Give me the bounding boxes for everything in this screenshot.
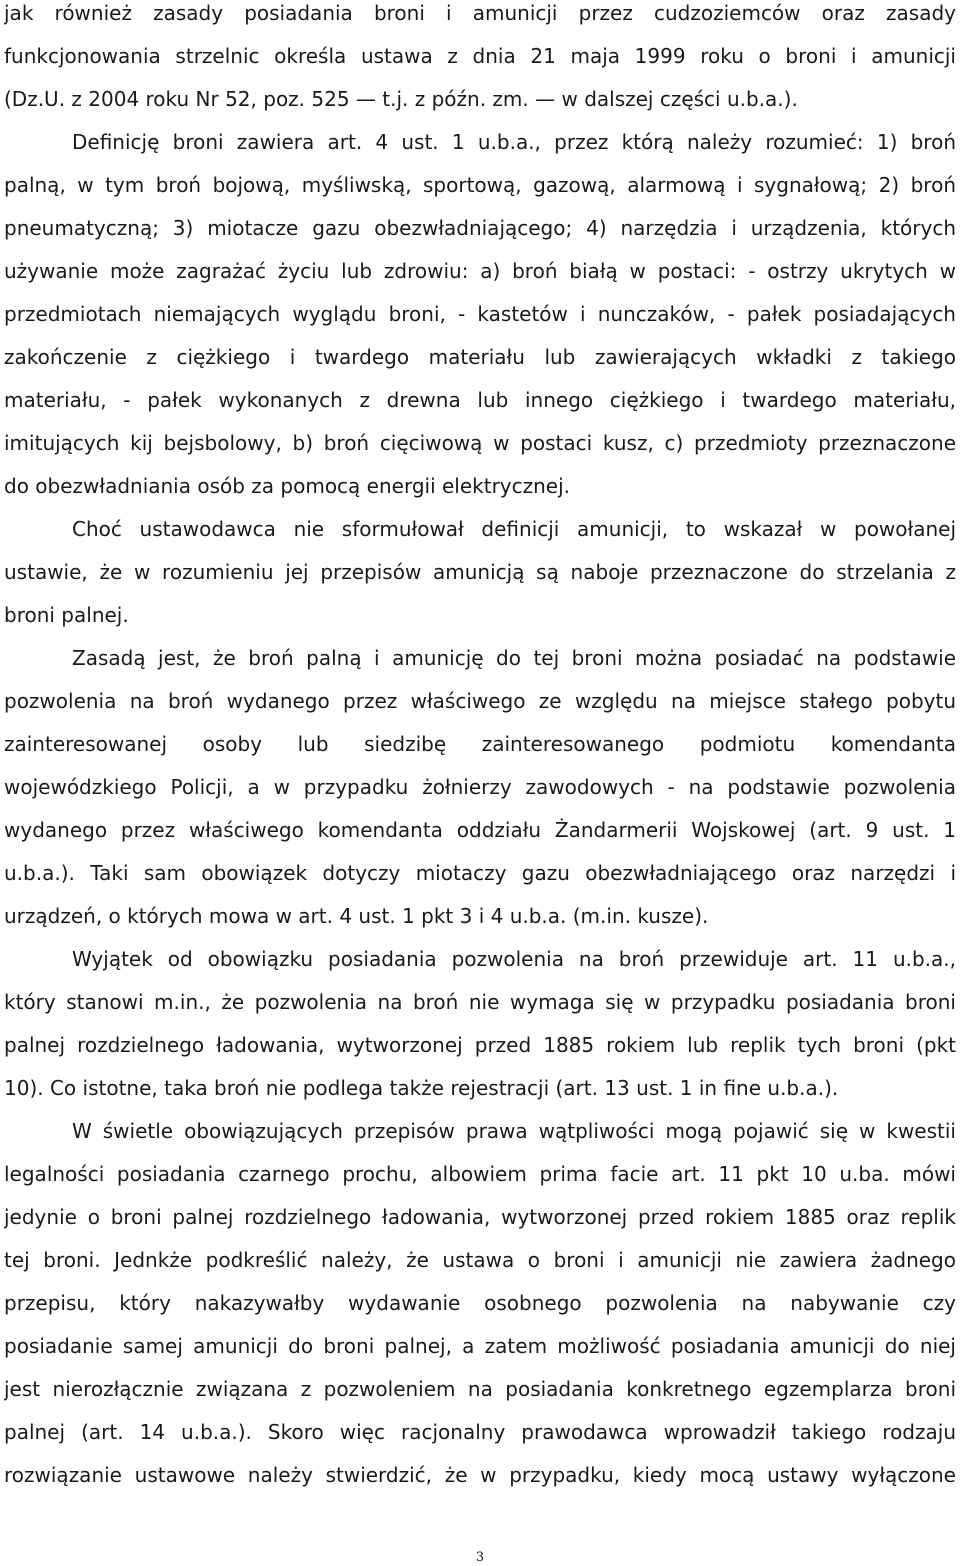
text-line: przedmiotach niemających wyglądu broni, - kastetów i nunczaków, - pałek posiadających [4, 302, 956, 326]
text-line: jest nierozłącznie związana z pozwoleniem na posiadania konkretnego egzemplarza broni [4, 1377, 956, 1401]
text-line: palnej rozdzielnego ładowania, wytworzonej przed 1885 rokiem lub replik tych broni (pkt [4, 1033, 956, 1057]
page-number: 3 [475, 1550, 485, 1565]
text-line: do obezwładniania osób za pomocą energii elektrycznej. [4, 474, 571, 498]
text-line: palną, w tym broń bojową, myśliwską, sportową, gazową, alarmową i sygnałową; 2) broń [4, 173, 956, 197]
text-line: palnej (art. 14 u.b.a.). Skoro więc racjonalny prawodawca wprowadził takiego rodzaju [4, 1420, 956, 1444]
text-line: urządzeń, o których mowa w art. 4 ust. 1 pkt 3 i 4 u.b.a. (m.in. kusze). [4, 904, 709, 928]
text-line: (Dz.U. z 2004 roku Nr 52, poz. 525 — t.j. z późn. zm. — w dalszej części u.b.a.). [4, 87, 798, 111]
text-line: u.b.a.). Taki sam obowiązek dotyczy miotaczy gazu obezwładniającego oraz narzędzi i [4, 861, 956, 885]
text-line: 10). Co istotne, taka broń nie podlega także rejestracji (art. 13 ust. 1 in fine u.b.a.). [4, 1076, 839, 1100]
text-line: Definicję broni zawiera art. 4 ust. 1 u.b.a., przez którą należy rozumieć: 1) broń [72, 130, 956, 154]
text-line: imitujących kij bejsbolowy, b) broń cięciwową w postaci kusz, c) przedmioty przeznaczone [4, 431, 956, 455]
text-line: pneumatyczną; 3) miotacze gazu obezwładniającego; 4) narzędzia i urządzenia, których [4, 216, 956, 240]
text-line: rozwiązanie ustawowe należy stwierdzić, że w przypadku, kiedy mocą ustawy wyłączone [4, 1463, 956, 1487]
text-line: wydanego przez właściwego komendanta oddziału Żandarmerii Wojskowej (art. 9 ust. 1 [4, 818, 956, 842]
text-line: używanie może zagrażać życiu lub zdrowiu: a) broń białą w postaci: - ostrzy ukrytych w [4, 259, 956, 283]
text-line: ustawie, że w rozumieniu jej przepisów amunicją są naboje przeznaczone do strzelania z [4, 560, 956, 584]
text-line: pozwolenia na broń wydanego przez właściwego ze względu na miejsce stałego pobytu [4, 689, 956, 713]
text-line: zakończenie z ciężkiego i twardego materiału lub zawierających wkładki z takiego [4, 345, 956, 369]
text-line: posiadanie samej amunicji do broni palnej, a zatem możliwość posiadania amunicji do niej [4, 1334, 956, 1358]
text-line: materiału, - pałek wykonanych z drewna lub innego ciężkiego i twardego materiału, [4, 388, 956, 412]
text-line: broni palnej. [4, 603, 129, 627]
text-line: jedynie o broni palnej rozdzielnego ładowania, wytworzonej przed rokiem 1885 oraz replik [4, 1205, 956, 1229]
text-line: Wyjątek od obowiązku posiadania pozwolenia na broń przewiduje art. 11 u.b.a., [72, 947, 956, 971]
text-line: W świetle obowiązujących przepisów prawa wątpliwości mogą pojawić się w kwestii [72, 1119, 956, 1143]
text-line: legalności posiadania czarnego prochu, albowiem prima facie art. 11 pkt 10 u.ba. mówi [4, 1162, 956, 1186]
text-line: Zasadą jest, że broń palną i amunicję do tej broni można posiadać na podstawie [72, 646, 956, 670]
text-line: zainteresowanej osoby lub siedzibę zainteresowanego podmiotu komendanta [4, 732, 956, 756]
text-line: funkcjonowania strzelnic określa ustawa z dnia 21 maja 1999 roku o broni i amunicji [4, 44, 956, 68]
text-line: Choć ustawodawca nie sformułował definicji amunicji, to wskazał w powołanej [72, 517, 956, 541]
text-line: który stanowi m.in., że pozwolenia na broń nie wymaga się w przypadku posiadania broni [4, 990, 956, 1014]
text-line: wojewódzkiego Policji, a w przypadku żołnierzy zawodowych - na podstawie pozwolenia [4, 775, 956, 799]
text-line: przepisu, który nakazywałby wydawanie osobnego pozwolenia na nabywanie czy [4, 1291, 956, 1315]
text-line: jak również zasady posiadania broni i amunicji przez cudzoziemców oraz zasady [4, 1, 956, 25]
text-line: tej broni. Jednkże podkreślić należy, że ustawa o broni i amunicji nie zawiera żadnego [4, 1248, 956, 1272]
